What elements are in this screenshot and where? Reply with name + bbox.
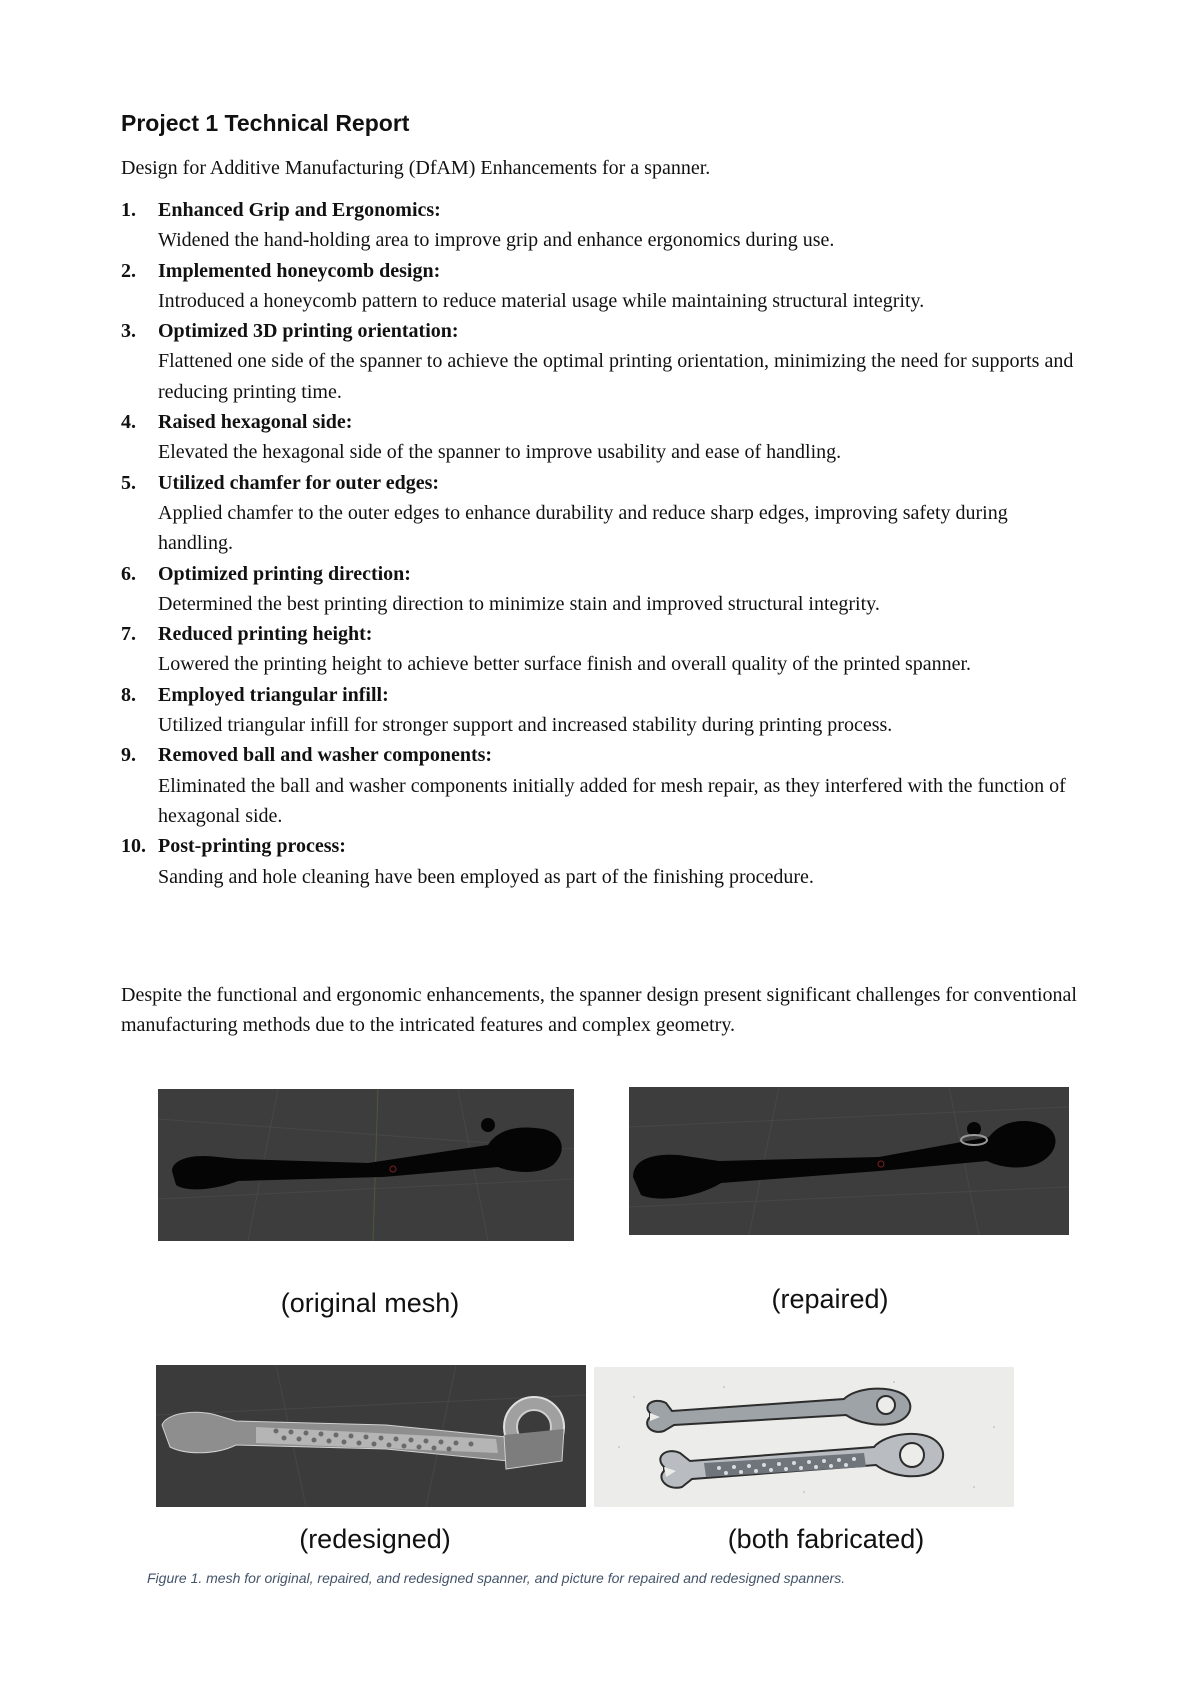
item-number: 5. bbox=[121, 471, 136, 494]
item-number: 4. bbox=[121, 411, 136, 434]
item-description: Flattened one side of the spanner to achieve the optimal printing orientation, minimizing the need for supports and reducing printing time. bbox=[158, 350, 1074, 403]
item-number: 6. bbox=[121, 562, 136, 585]
item-heading: Reduced printing height: bbox=[158, 623, 373, 646]
figure-caption: Figure 1. mesh for original, repaired, and redesigned spanner, and picture for repaired and redesigned spanners. bbox=[147, 1570, 846, 1586]
list-item bbox=[121, 316, 1081, 407]
report-title: Project 1 Technical Report bbox=[121, 110, 410, 136]
item-number: 1. bbox=[121, 199, 136, 221]
repaired-mesh-image bbox=[629, 1087, 1069, 1235]
item-description: Sanding and hole cleaning have been employed as part of the finishing procedure. bbox=[158, 865, 814, 888]
item-number: 3. bbox=[121, 320, 136, 343]
list-item bbox=[121, 619, 1081, 680]
item-heading: Raised hexagonal side: bbox=[158, 411, 353, 434]
item-description: Elevated the hexagonal side of the spanner to improve usability and ease of handling. bbox=[158, 441, 842, 464]
list-item bbox=[121, 407, 1081, 468]
item-heading: Removed ball and washer components: bbox=[158, 744, 493, 767]
item-description: Eliminated the ball and washer components initially added for mesh repair, as they interfered with the function of hexagonal side. bbox=[158, 774, 1066, 827]
item-number: 2. bbox=[121, 259, 136, 282]
item-number: 7. bbox=[121, 623, 136, 646]
item-description: Applied chamfer to the outer edges to enhance durability and reduce sharp edges, improving safety during handling. bbox=[158, 501, 1008, 555]
item-description: Lowered the printing height to achieve better surface finish and overall quality of the printed spanner. bbox=[158, 653, 972, 676]
item-description: Widened the hand-holding area to improve grip and enhance ergonomics during use. bbox=[158, 229, 835, 252]
fabricated-spanners-photo bbox=[594, 1367, 1014, 1507]
item-description: Determined the best printing direction to minimize stain and improved structural integrity. bbox=[158, 592, 880, 615]
item-heading: Enhanced Grip and Ergonomics: bbox=[158, 199, 441, 221]
original-mesh-image bbox=[158, 1089, 574, 1241]
caption-original-mesh: (original mesh) bbox=[280, 1288, 460, 1318]
item-heading: Utilized chamfer for outer edges: bbox=[158, 471, 440, 494]
list-item bbox=[121, 831, 1081, 892]
item-heading: Optimized 3D printing orientation: bbox=[158, 320, 459, 343]
item-heading: Optimized printing direction: bbox=[158, 562, 411, 585]
item-number: 9. bbox=[121, 744, 136, 767]
caption-redesigned: (redesigned) bbox=[299, 1524, 451, 1554]
item-heading: Implemented honeycomb design: bbox=[158, 259, 441, 282]
report-subtitle: Design for Additive Manufacturing (DfAM) Enhancements for a spanner. bbox=[121, 157, 711, 179]
summary-paragraph: Despite the functional and ergonomic enhancements, the spanner design present significant challenges for conventional manufacturing methods due to the intricated features and complex geometry. bbox=[121, 984, 1077, 1037]
list-item bbox=[121, 559, 1081, 620]
list-item bbox=[121, 468, 1081, 559]
list-item bbox=[121, 256, 1081, 317]
item-description: Utilized triangular infill for stronger support and increased stability during printing process. bbox=[158, 714, 893, 737]
item-heading: Employed triangular infill: bbox=[158, 683, 389, 706]
caption-repaired: (repaired) bbox=[771, 1284, 889, 1314]
item-description: Introduced a honeycomb pattern to reduce material usage while maintaining structural integrity. bbox=[158, 289, 925, 312]
item-number: 10. bbox=[121, 835, 146, 858]
caption-both-fabricated: (both fabricated) bbox=[727, 1524, 925, 1554]
list-item bbox=[121, 680, 1081, 741]
item-number: 8. bbox=[121, 683, 136, 706]
list-item bbox=[121, 195, 1081, 256]
item-heading: Post-printing process: bbox=[158, 835, 346, 858]
list-item bbox=[121, 740, 1081, 831]
enhancement-list bbox=[121, 195, 1081, 892]
redesigned-mesh-image bbox=[156, 1365, 586, 1507]
